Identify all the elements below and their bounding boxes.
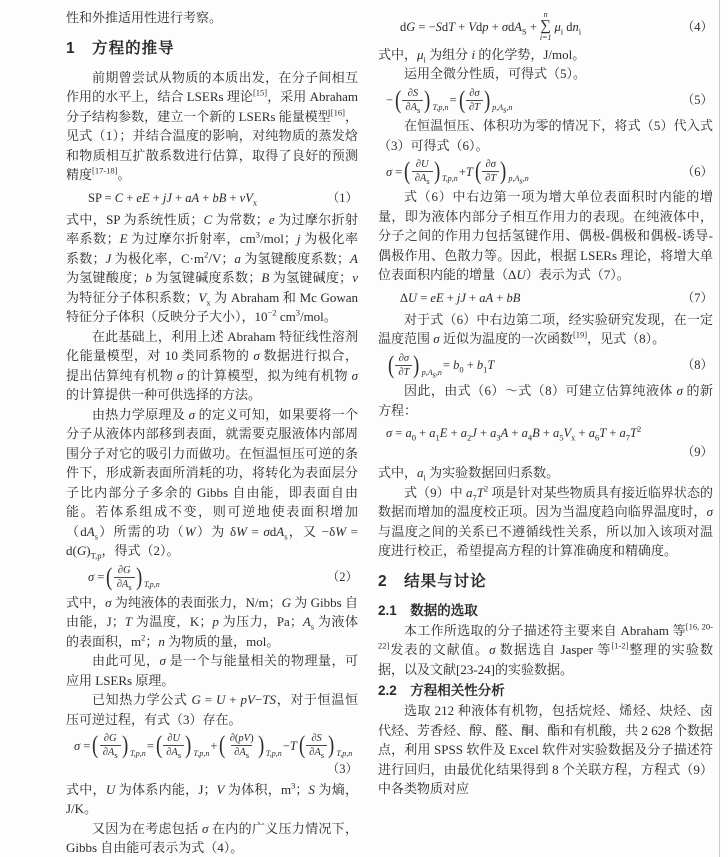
paragraph: 式（6）中右边第一项为增大单位表面积时内能的增量，即为液体内部分子相互作用力的表现。在纯液体中，分子之间的作用力包括氢键作用、偶极-偶极和偶极-诱导-偶极作用、色散力等。因此，根据 LSERs 理论，将增大单位表面积内能的增量（ΔU）表示为式（7）。: [378, 189, 713, 283]
equation-text: σ =: [88, 570, 105, 585]
left-paren: (: [106, 563, 113, 591]
equation-text: +: [210, 738, 218, 753]
paragraph: 式中，σ 为纯液体的表面张力，N/m；G 为 Gibbs 自由能，J；T 为温度，K；p 为压力，Pa；$A_s$ 为液体的表面积，$m^2$；n 为物质的量，mol。: [66, 594, 358, 649]
equation-text: $\sigma = a_0 + a_1E + a_2J + a_3A + a_4B + a_5V_x + a_6T + a_7T^2$: [386, 423, 642, 443]
constraint-subscript: T,p,n: [265, 748, 282, 758]
constraint-subscript: T,p,n: [432, 103, 449, 113]
page-edge-rule: [719, 0, 720, 857]
left-paren: (: [404, 158, 411, 186]
sigma-symbol: ∑: [540, 18, 551, 35]
equation-text: σ =: [74, 738, 91, 753]
fraction: [412, 158, 433, 185]
left-column: [66, 8, 358, 857]
left-paren: (: [219, 732, 226, 760]
fraction-denominator: $\partial A_s$: [114, 577, 135, 591]
subsection-heading: 2.2 方程相关性分析: [378, 683, 505, 699]
paragraph: 在此基础上，利用上述 Abraham 特征线性溶剂化能量模型，对 10 类同系物的 σ 数据进行拟合，提出估算纯有机物 σ 的计算模型，拟为纯有机物 σ 的计算提供一种可供选择的方法。: [66, 328, 358, 402]
fraction-denominator: ∂T: [466, 100, 483, 114]
summation-icon: [540, 11, 552, 43]
equation-text: SP = C + eE + jJ + aA + bB + $vV_x$: [88, 190, 258, 207]
constraint-subscript: $p,A_s,n$: [492, 103, 513, 115]
parenthesized-fraction: [474, 158, 529, 185]
paragraph: 式中，U 为体系内能，J；V 为体积，$m^3$；S 为熵，J/K。: [66, 780, 358, 816]
equation-text: $\mu_i$ $dn_i$: [554, 19, 582, 37]
left-paren: (: [298, 732, 306, 760]
left-paren: (: [155, 732, 163, 760]
subsection-heading: 2.1 数据的选取: [378, 602, 478, 618]
sum-lower-limit: i=1: [539, 33, 552, 43]
parenthesized-fraction: [218, 732, 281, 759]
right-paren: ): [135, 563, 142, 591]
section-heading: 2 结果与讨论: [378, 572, 487, 590]
equation-text: = $b_0 + b_1T$: [442, 358, 495, 375]
fraction-numerator: ∂σ: [485, 159, 496, 171]
equation: [378, 158, 713, 185]
constraint-subscript: T,p,n: [193, 748, 210, 758]
fraction: [100, 732, 121, 759]
right-paren: ): [424, 86, 431, 114]
right-paren: ): [328, 732, 335, 760]
sum-upper-limit: n: [543, 10, 548, 19]
fraction: [227, 732, 257, 759]
fraction-denominator: $\partial A_s$: [163, 745, 184, 759]
equation: [66, 188, 358, 208]
right-paren: ): [257, 732, 264, 760]
right-paren: ): [413, 351, 420, 379]
paragraph: 对于式（6）中右边第二项，经实验研究发现，在一定温度范围 σ 近似为温度的一次函数[19]，见式（8）。: [378, 311, 713, 347]
equation-text: ΔU = eE + jJ + aA + bB: [400, 290, 521, 305]
constraint-subscript: $p,A_s,n$: [508, 174, 529, 186]
fraction: [466, 87, 483, 114]
left-paren: (: [474, 158, 482, 186]
constraint-subscript: T,p,n: [129, 748, 146, 758]
equation-number: （3）: [326, 761, 358, 776]
fraction-denominator: $\partial A_s$: [402, 100, 423, 114]
paragraph: 本工作所选取的分子描述符主要来自 Abraham 等[16, 20-22]发表的文献值。σ 数据选自 Jasper 等[1-2]整理的实验数据，以及文献[23-24]的实验数据。: [378, 621, 713, 677]
fraction-denominator: $\partial A_s$: [306, 745, 327, 759]
paragraph: 又因为在考虑包括 σ 在内的广义压力情况下，Gibbs 自由能可表示为式（4）。: [66, 820, 358, 855]
fraction-numerator: ∂S: [311, 733, 322, 745]
fraction-numerator: ∂(pV): [229, 733, 254, 745]
paragraph: 式（9）中 $a_7T^2$ 项是针对某些物质具有接近临界状态的数据而增加的温度校正项。因为当温度趋向临界温度时，σ 与温度之间的关系已不遵循线性关系，所以加入该项对温度进行校正，希望提高方程的计算准确度和精确度。: [378, 483, 713, 559]
right-paren: ): [433, 158, 440, 186]
equation: [378, 87, 713, 114]
parenthesized-fraction: [403, 158, 457, 185]
right-paren: ): [185, 732, 192, 760]
fraction: [163, 732, 184, 759]
paragraph: 运用全微分性质，可得式（5）。: [404, 66, 587, 82]
paragraph: 前期曾尝试从物质的本质出发，在分子间相互作用的水平上，结合 LSERs 理论[15]，采用 Abraham 分子结构参数，建立一个新的 LSERs 能量模型[16]，见式（1）；并结合温度的影响，对纯物质的蒸发焓和物质相互扩散系数进行估算，取得了良好的预测精度[17-18]。: [66, 69, 358, 182]
fraction-numerator: ∂U: [415, 159, 429, 171]
equation-text: −T: [282, 738, 297, 753]
left-paren: (: [395, 86, 402, 114]
paragraph: 在恒温恒压、体积功为零的情况下，将式（5）代入式（3）可得式（6）。: [378, 118, 713, 153]
fraction-denominator: ∂T: [395, 365, 412, 379]
constraint-subscript: T,p,n: [441, 174, 458, 184]
right-paren: ): [500, 158, 507, 186]
equation: [378, 288, 713, 308]
paragraph: 选取 212 种液体有机物，包括烷烃、烯烃、炔烃、卤代烃、芳香烃、醇、醛、酮、酯和有机酸，共 2 628 个数据点，利用 SPSS 软件及 Excel 软件对实验数据及分子描述符进行回归，由最优化结果得到 8 个关联方程，方程式（9）中各类物质对应: [378, 703, 713, 797]
equation-number: （6）: [681, 164, 713, 179]
parenthesized-fraction: [105, 564, 159, 591]
left-paren: (: [388, 351, 395, 379]
equation-number: （5）: [681, 93, 713, 108]
fraction-denominator: $\partial A_s$: [100, 745, 121, 759]
equation-text: −: [386, 93, 394, 108]
equation: [378, 423, 713, 461]
equation: [66, 564, 358, 591]
section-heading: 1 方程的推导: [66, 39, 175, 57]
equation-number: （4）: [681, 19, 713, 34]
fraction-numerator: ∂σ: [469, 87, 480, 99]
parenthesized-fraction: [458, 87, 513, 114]
right-column: [378, 8, 713, 857]
paragraph: 已知热力学公式 G = U + pV−TS，对于恒温恒压可逆过程，有式（3）存在。: [66, 692, 358, 727]
paragraph: 由热力学原理及 σ 的定义可知，如果要将一个分子从液体内部移到表面，就需要克服液体内部周围分子对它的吸引力而做功。在恒温恒压可逆的条件下，形成新表面所消耗的功，将转化为表面层分子比内部分子多余的 Gibbs 自由能，即表面自由能。若体系组成不变，则可逆地使表面积增加$(dA_s)$所需的功（W）为 δW = σdA$_s$，又 $-\delta W = d(G)_{T,p}$，得式（2）。: [66, 406, 358, 561]
parenthesized-fraction: [155, 732, 209, 759]
constraint-subscript: $p,A_s,n$: [421, 368, 442, 380]
paragraph: 由此可见，σ 是一个与能量相关的物理量，可应用 LSERs 原理。: [66, 653, 358, 688]
fraction: [114, 564, 135, 591]
paragraph: 式中，SP 为系统性质；C 为常数；e 为过摩尔折射率系数；E 为过摩尔折射率，$cm^3$/mol；j 为极化率系数；J 为极化率，$C\cdot m^2/V$；a 为氢键酸度系数；A 为氢键酸度；b 为氢键碱度系数；B 为氢键碱度；v 为特征分子体积系数；$V_x$ 为 Abraham 和 Mc Gowan 特征分子体积（反映分子大小），$10^{-2}$ $cm^3$/mol。: [66, 211, 358, 324]
constraint-subscript: T,p,n: [143, 579, 160, 589]
fraction: [482, 158, 499, 185]
paragraph: 因此，由式（6）～式（8）可建立估算纯液体 σ 的新方程：: [378, 383, 713, 418]
right-paren: ): [121, 732, 128, 760]
equation-text: σ =: [386, 164, 403, 179]
equation: [378, 352, 713, 379]
paragraph: 式中，$\mu_i$ 为组分 i 的化学势，J/mol。: [378, 46, 586, 65]
equation-text: =: [146, 738, 154, 753]
equation: [378, 11, 713, 43]
fraction-numerator: ∂U: [167, 733, 181, 745]
equation-number: （9）: [681, 445, 713, 460]
two-column-layout: [66, 8, 713, 857]
equation-text: +T: [458, 164, 473, 179]
fraction: [395, 352, 412, 379]
equation-number: （1）: [326, 190, 358, 205]
parenthesized-fraction: [91, 732, 145, 759]
fraction-denominator: ∂T: [482, 171, 499, 185]
fraction-denominator: $\partial A_s$: [231, 745, 252, 759]
equation: [66, 732, 358, 777]
equation-number: （8）: [681, 358, 713, 373]
paragraph: 式中，$a_i$ 为实验数据回归系数。: [378, 465, 560, 483]
parenthesized-fraction: [394, 87, 448, 114]
fraction-numerator: ∂G: [103, 733, 117, 745]
fraction-numerator: ∂σ: [398, 352, 410, 364]
equation-text: dG = −SdT + Vdp + σdA$_S$ +: [400, 19, 537, 37]
fraction-numerator: ∂S: [407, 87, 419, 99]
equation-text: =: [449, 93, 457, 108]
paragraph: 性和外推适用性进行考察。: [66, 10, 223, 25]
left-paren: (: [458, 86, 465, 114]
parenthesized-fraction: [298, 732, 352, 759]
parenthesized-fraction: [387, 352, 442, 379]
fraction: [306, 732, 327, 759]
fraction: [402, 87, 423, 114]
fraction-numerator: ∂G: [117, 564, 131, 576]
constraint-subscript: T,p,n: [336, 748, 353, 758]
right-paren: ): [483, 86, 491, 114]
equation-number: （7）: [681, 290, 713, 305]
fraction-denominator: $\partial A_s$: [412, 171, 433, 185]
left-paren: (: [92, 732, 99, 760]
equation-number: （2）: [326, 570, 358, 585]
